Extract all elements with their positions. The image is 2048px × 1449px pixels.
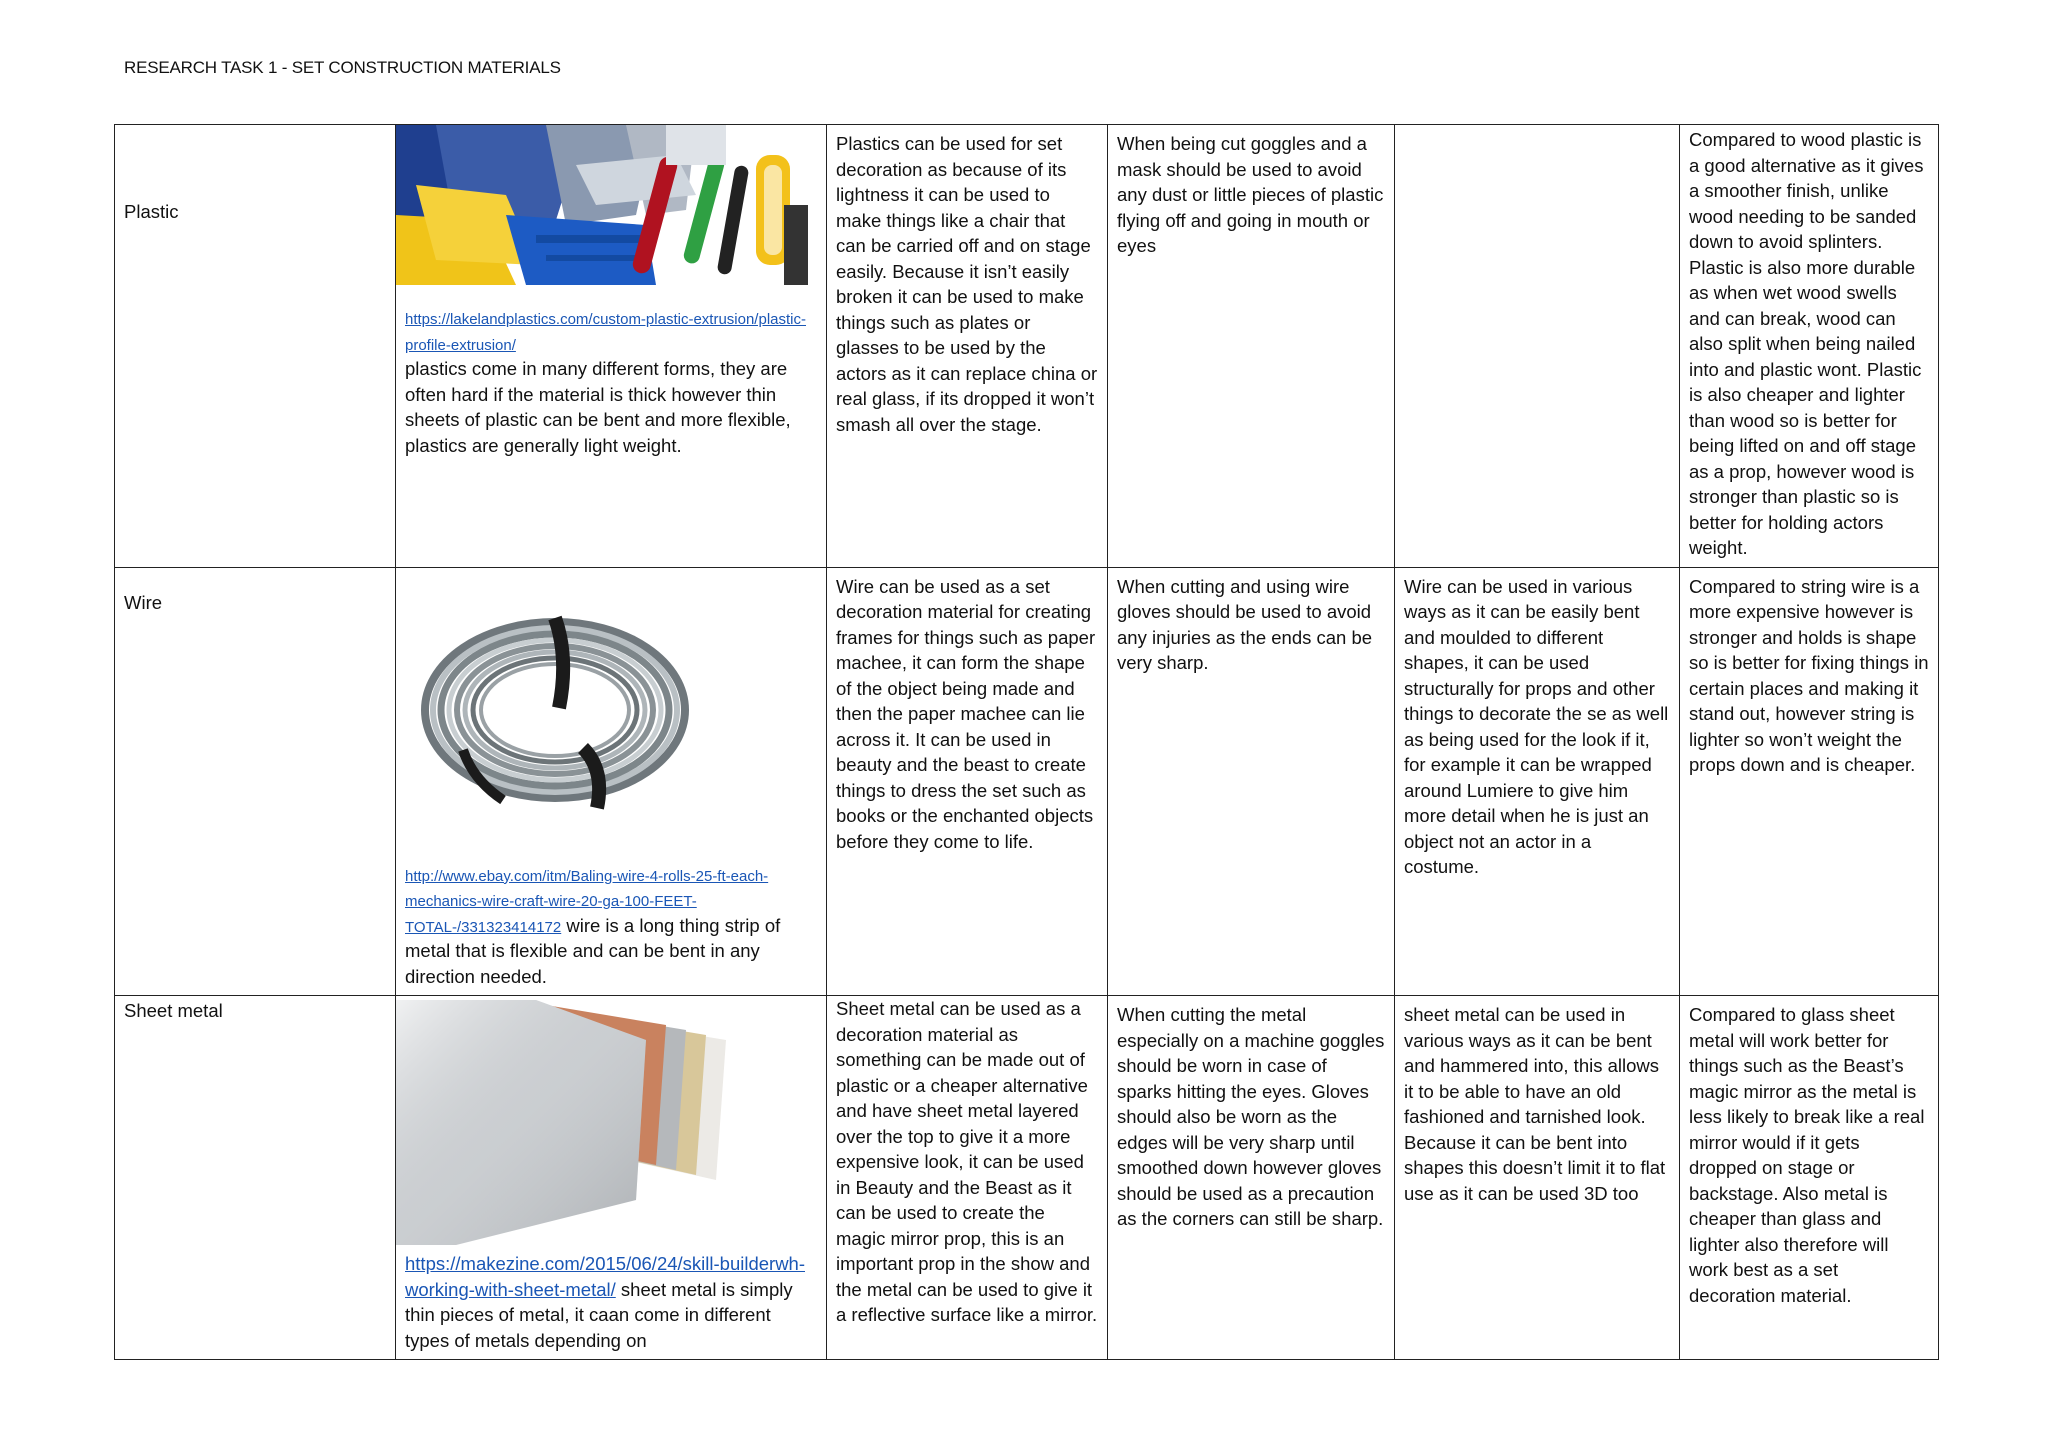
materials-table — [114, 124, 1939, 1360]
material-name: Wire — [124, 591, 163, 613]
safety-cell: When cutting the metal especially on a machine goggles should be worn in case of sparks hitting the eyes. Gloves should also be worn as the edges will be very sharp until smoothed down however gloves should be used as a precaution as the corners can still be sharp. — [1108, 996, 1395, 1360]
comparison-cell: Compared to glass sheet metal will work better for things such as the Beast’s magic mirror as the metal is less likely to break like a real mirror would if it gets dropped on stage or backstage. Also metal is cheaper than glass and lighter also therefore will work best as a set decoration material. — [1680, 996, 1939, 1360]
material-description: sheet metal is simply thin pieces of metal, it caan come in different types of metals depending on — [405, 1278, 793, 1351]
comparison-cell: Compared to wood plastic is a good alternative as it gives a smoother finish, unlike wood needing to be sanded down to avoid splinters. Plastic is also more durable as when wet wood swells and can break, wood can also split when being nailed into and plastic wont. Plastic is also cheaper and lighter than wood so is better for being lifted on and off stage as a prop, however wood is stronger than plastic so is better for holding actors weight. — [1680, 125, 1939, 568]
material-description: plastics come in many different forms, they are often hard if the material is thick however thin sheets of plastic can be bent and more flexible, plastics are generally light weight. — [405, 358, 791, 456]
sheet-metal-image — [396, 1000, 817, 1245]
material-name-cell — [115, 125, 396, 568]
use-cell: Sheet metal can be used as a decoration material as something can be made out of plastic or a cheaper alternative and have sheet metal layered over the top to give it a more expensive look, it can be used in Beauty and the Beast as it can be used to create the magic mirror prop, this is an important prop in the show and the metal can be used to give it a reflective surface like a mirror. — [827, 996, 1108, 1360]
table-row — [115, 567, 1939, 996]
table-row — [115, 125, 1939, 568]
versatility-cell: Wire can be used in various ways as it can be easily bent and moulded to different shapes, it can be used structurally for props and other things to decorate the se as well as being used for the look if it, for example it can be wrapped around Lumiere to give him more detail when he is just an object not an actor in a costume. — [1395, 567, 1680, 996]
page-title: RESEARCH TASK 1 - SET CONSTRUCTION MATERIALS — [124, 58, 561, 77]
source-link[interactable]: http://www.ebay.com/itm/Baling-wire-4-rolls-25-ft-each-mechanics-wire-craft-wire-20-ga-100-FEET-TOTAL-/331323414172 — [405, 867, 769, 936]
versatility-cell — [1395, 125, 1680, 568]
material-info-cell — [396, 125, 827, 568]
material-name: Plastic — [124, 201, 179, 222]
source-link[interactable]: https://makezine.com/2015/06/24/skill-builderwh-working-with-sheet-metal/ — [405, 1253, 805, 1300]
use-cell: Wire can be used as a set decoration material for creating frames for things such as paper machee, it can form the shape of the object being made and then the paper machee can lie across it. It can be used in beauty and the beast to create things to dress the set such as books or the enchanted objects before they come to life. — [827, 567, 1108, 996]
versatility-cell: sheet metal can be used in various ways as it can be bent and hammered into, this allows it to be able to have an old fashioned and tarnished look. Because it can be bent into shapes this doesn’t limit it to flat use as it can be used 3D too — [1395, 996, 1680, 1360]
use-cell: Plastics can be used for set decoration as because of its lightness it can be used to make things like a chair that can be carried off and on stage easily. Because it isn’t easily broken it can be used to make things such as plates or glasses to be used by the actors as it can replace china or real glass, if its dropped it won’t smash all over the stage. — [827, 125, 1108, 568]
comparison-cell: Compared to string wire is a more expensive however is stronger and holds is shape so is better for fixing things in certain places and making it stand out, however string is lighter so won’t weight the props down and is cheaper. — [1680, 567, 1939, 996]
safety-cell: When cutting and using wire gloves should be used to avoid any injuries as the ends can be very sharp. — [1108, 567, 1395, 996]
material-name-cell — [115, 567, 396, 996]
material-info-cell — [396, 567, 827, 996]
table-row — [115, 996, 1939, 1360]
wire-coil-image — [405, 600, 817, 820]
source-link[interactable]: https://lakelandplastics.com/custom-plastic-extrusion/plastic-profile-extrusion/ — [405, 311, 806, 354]
material-info-cell — [396, 996, 827, 1360]
plastic-profiles-image — [396, 125, 817, 285]
material-name: Sheet metal — [124, 1000, 223, 1021]
material-description: wire is a long thing strip of metal that is flexible and can be bent in any direction needed. — [405, 914, 781, 987]
material-name-cell — [115, 996, 396, 1360]
safety-cell: When being cut goggles and a mask should be used to avoid any dust or little pieces of plastic flying off and going in mouth or eyes — [1108, 125, 1395, 568]
